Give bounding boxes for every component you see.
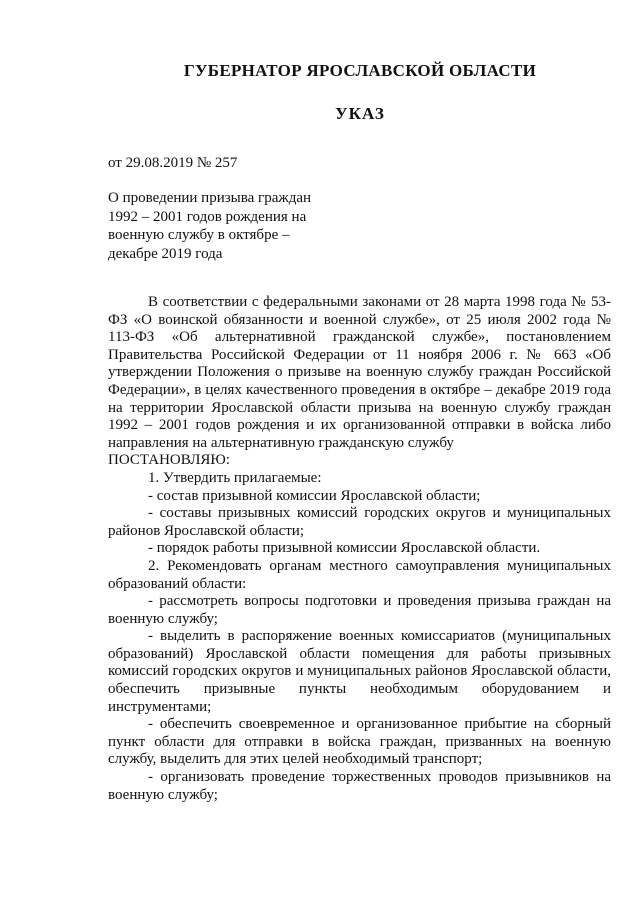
- body-item: - порядок работы призывной комиссии Ярославской области.: [148, 540, 541, 557]
- document-body: [108, 294, 611, 804]
- body-item: - обеспечить своевременное и организованное прибытие на сборный пункт области для отправки в войска граждан, призванных на военную службу, выделить для этих целей необходимый транспорт;: [108, 716, 611, 768]
- issuer-heading: ГУБЕРНАТОР ЯРОСЛАВСКОЙ ОБЛАСТИ: [183, 61, 537, 80]
- preamble-paragraph: В соответствии с федеральными законами от 28 марта 1998 года № 53-ФЗ «О воинской обязанности и военной службе», от 25 июля 2002 года № 113-ФЗ «Об альтернативной гражданской службе», постановлением Правительства Российской Федерации от 11 ноября 2006 г. № 663 «Об утверждении Положения о призыве на военную службу граждан Российской Федерации», в целях качественного проведения в октябре – декабре 2019 года на территории Ярославской области призыва на военную службу граждан 1992 – 2001 годов рождения и их организованной отправки в войска либо направления на альтернативную гражданскую службу: [108, 294, 611, 451]
- body-item: - состав призывной комиссии Ярославской области;: [148, 487, 481, 504]
- body-item: - выделить в распоряжение военных комиссариатов (муниципальных образований) Ярославской области помещения для работы призывных комиссий городских округов и муниципальных районов Ярославской области, обеспечить призывные пункты необходимым оборудованием и инструментами;: [108, 628, 611, 715]
- resolve-line: ПОСТАНОВЛЯЮ:: [108, 452, 230, 469]
- document-subject: [108, 189, 311, 263]
- body-item: - рассмотреть вопросы подготовки и проведения призыва граждан на военную службу;: [108, 593, 611, 627]
- subject-line: военную службу в октябре –: [108, 227, 290, 243]
- body-item: 1. Утвердить прилагаемые:: [148, 469, 322, 486]
- subject-line: 1992 – 2001 годов рождения на: [108, 208, 307, 225]
- body-item: - организовать проведение торжественных проводов призывников на военную службу;: [108, 769, 611, 803]
- document-date-number: от 29.08.2019 № 257: [108, 155, 238, 171]
- document-type-heading: УКАЗ: [335, 104, 385, 123]
- subject-line: О проведении призыва граждан: [108, 190, 312, 206]
- body-item: 2. Рекомендовать органам местного самоуправления муниципальных образований области:: [108, 557, 611, 592]
- body-item: - составы призывных комиссий городских округов и муниципальных районов Ярославской области;: [108, 505, 611, 539]
- subject-line: декабре 2019 года: [108, 245, 223, 262]
